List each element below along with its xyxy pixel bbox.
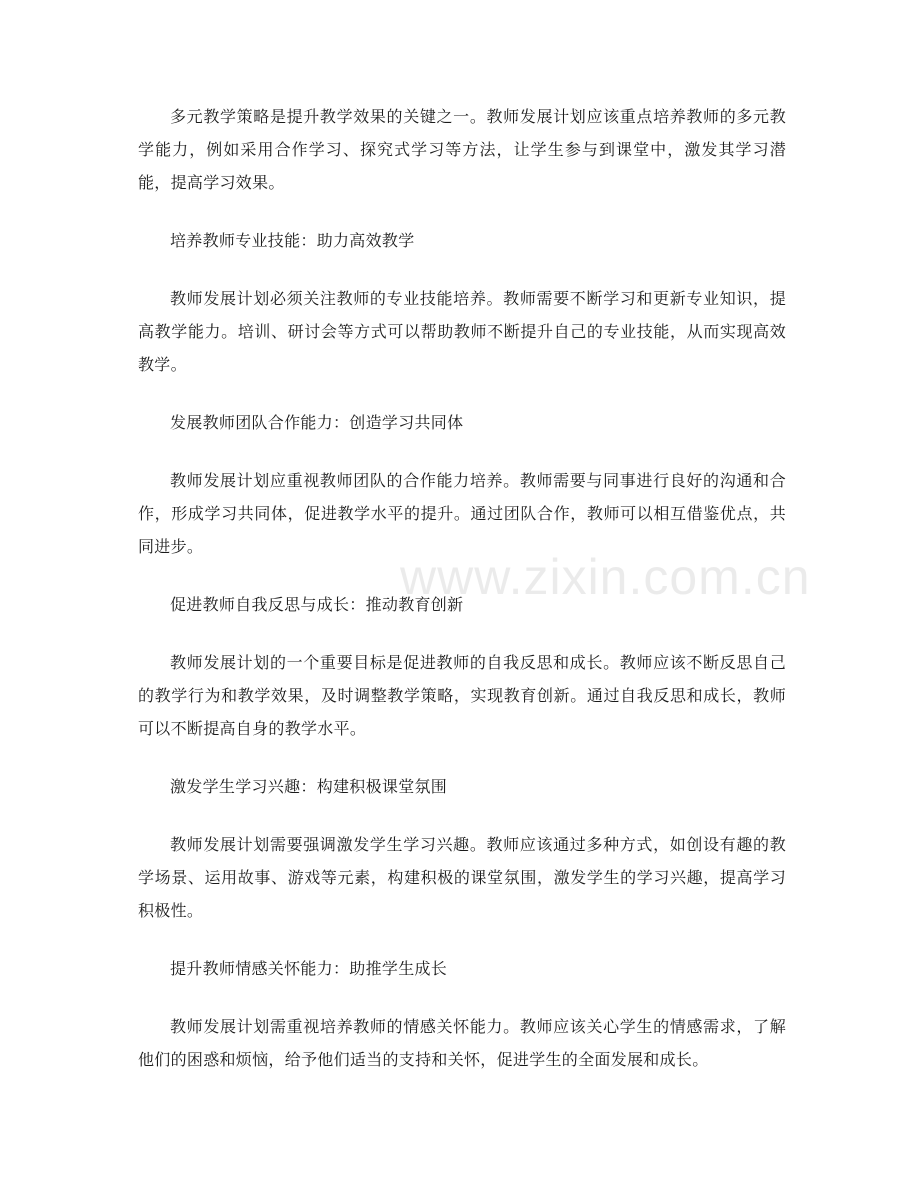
paragraph: 教师发展计划的一个重要目标是促进教师的自我反思和成长。教师应该不断反思自己的教学行为和教学效果，及时调整教学策略，实现教育创新。通过自我反思和成长，教师可以不断提高自身的教学水平。 <box>138 653 786 738</box>
document-body <box>138 100 786 1076</box>
section-heading: 发展教师团队合作能力：创造学习共同体 <box>170 413 464 432</box>
section-heading: 提升教师情感关怀能力：助推学生成长 <box>170 959 448 978</box>
watermark: www.zixin.com.cn <box>400 549 811 605</box>
section-heading: 培养教师专业技能：助力高效教学 <box>170 231 415 250</box>
paragraph: 教师发展计划需要强调激发学生学习兴趣。教师应该通过多种方式，如创设有趣的教学场景、运用故事、游戏等元素，构建积极的课堂氛围，激发学生的学习兴趣，提高学习积极性。 <box>138 835 786 920</box>
paragraph: 教师发展计划必须关注教师的专业技能培养。教师需要不断学习和更新专业知识，提高教学能力。培训、研讨会等方式可以帮助教师不断提升自己的专业技能，从而实现高效教学。 <box>138 289 786 374</box>
section-heading: 激发学生学习兴趣：构建积极课堂氛围 <box>170 777 448 796</box>
section-heading: 促进教师自我反思与成长：推动教育创新 <box>170 595 464 614</box>
paragraph: 多元教学策略是提升教学效果的关键之一。教师发展计划应该重点培养教师的多元教学能力，例如采用合作学习、探究式学习等方法，让学生参与到课堂中，激发其学习潜能，提高学习效果。 <box>138 107 786 192</box>
paragraph: 教师发展计划需重视培养教师的情感关怀能力。教师应该关心学生的情感需求，了解他们的困惑和烦恼，给予他们适当的支持和关怀，促进学生的全面发展和成长。 <box>138 1017 786 1069</box>
paragraph: 教师发展计划应重视教师团队的合作能力培养。教师需要与同事进行良好的沟通和合作，形成学习共同体，促进教学水平的提升。通过团队合作，教师可以相互借鉴优点，共同进步。 <box>138 471 786 556</box>
